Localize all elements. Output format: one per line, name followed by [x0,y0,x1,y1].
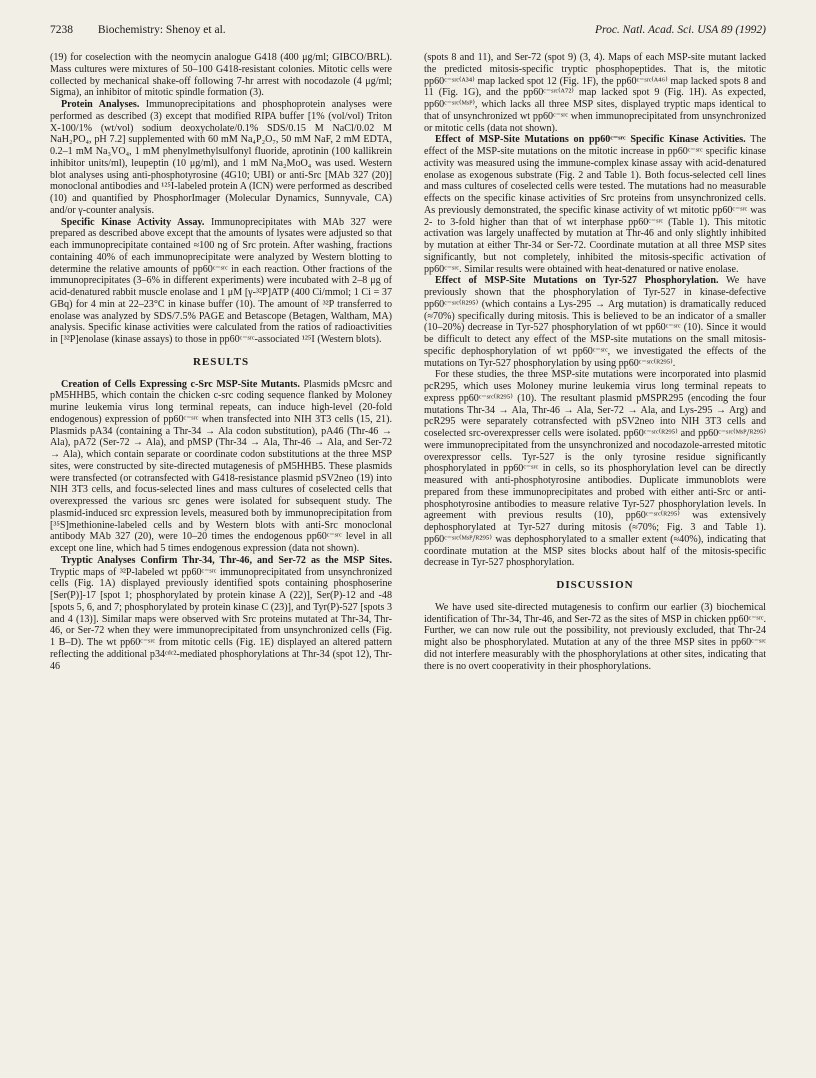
paragraph-tryptic [50,555,392,673]
run-in-heading-kinase: Specific Kinase Activity Assay. [61,216,205,228]
paragraph-body: We have previously shown that the phosphorylation of Tyr-527 in kinase-defective pp60ᶜ⁻ˢʳᶜ⁽ᴿ²⁹⁵⁾ (which contains a Lys-295 → Arg mutation) is dramatically reduced (≈70%) specifically during mitosis. This is believed to be an indicator of a smaller (10–20%) decrease in Tyr-527 phosphorylation of wt pp60ᶜ⁻ˢʳᶜ (10). Since it would be difficult to detect any effect of the MSP-site mutations on the small mitosis-specific dephosphorylation of wt pp60ᶜ⁻ˢʳᶜ, we investigated the effects of the mutations on Tyr-527 phosphorylation by using pp60ᶜ⁻ˢʳᶜ⁽ᴿ²⁹⁵⁾. [424,275,766,369]
header-section: Biochemistry: Shenoy et al. [97,24,226,36]
paragraph-discussion: We have used site-directed mutagenesis to confirm our earlier (3) biochemical identification of Thr-34, Thr-46, and Ser-72 as the sites of MSP in chicken pp60ᶜ⁻ˢʳᶜ. Further, we can now rule out the possibility, not previously excluded, that Thr-24 might also be phosphorylated. Mutation at any of the three MSP sites in pp60ᶜ⁻ˢʳᶜ did not interfere measurably with the phosphorylations at other sites, indicating that there is no overt cooperativity in their phosphorylations. [424,601,766,672]
paragraph-body: The effect of the MSP-site mutations on the mitotic increase in pp60ᶜ⁻ˢʳᶜ specific kinase activity was measured using the immune-complex kinase assay with acid-denatured enolase as exogenous substrate (Fig. 2 and Table 1). Both focus-selected cell lines and mass cultures of coselected cells were tested. The mutations had no measurable effects on the specific kinase activities of Src proteins from unsynchronized cells. As previously demonstrated, the specific kinase activity of wt mitotic pp60ᶜ⁻ˢʳᶜ was 2- to 3-fold higher than that of wt interphase pp60ᶜ⁻ˢʳᶜ (Table 1). This mitotic activation was largely unaffected by mutation at Thr-46 and only slightly inhibited by mutation at either Thr-34 or Ser-72. Coordinate mutation at all three MSP sites significantly, but not completely, inhibited the mitosis-specific activation of pp60ᶜ⁻ˢʳᶜ. Similar results were obtained with heat-denatured or native enolase. [424,134,766,275]
paragraph-effect-kinase [424,134,766,275]
run-in-heading-creation: Creation of Cells Expressing c-Src MSP-Site Mutants. [61,378,300,390]
run-in-heading-protein: Protein Analyses. [61,99,140,110]
paragraph-body: Plasmids pMcsrc and pM5HHB5, which contain the chicken c-src coding sequence flanked by Moloney murine leukemia virus long terminal repeats, can induce high-level (20-fold endogenous) expression of pp60ᶜ⁻ˢʳᶜ when transfected into NIH 3T3 cells (15, 21). Plasmids pA34 (containing a Thr-34 → Ala codon substitution), pA46 (Thr-46 → Ala), pA72 (Ser-72 → Ala), and pMSP (Thr-34 → Ala, Thr-46 → Ala, and Ser-72 → Ala), which contain separate or coordinate codon substitutions at the three MSP sites, were constructed by site-directed mutagenesis of pM5HHB5. These plasmids were transfected (or cotransfected with G418-resistance plasmid pSV2neo (19) into NIH 3T3 cells, and focus-selected lines and mass cultures of coselected cells that overexpressed the various src genes were isolated for subsequent study. The plasmid-induced src expression levels, measured both by immunoprecipitation from [³⁵S]methionine-labeled cells and by Western blots with anti-Src monoclonal antibody MAb 327 (20), were 10–20 times the endogenous pp60ᶜ⁻ˢʳᶜ level in all except one line, which had 5 times endogenous expression (data not shown). [50,378,392,554]
journal-citation: Proc. Natl. Acad. Sci. USA 89 (1992) [595,24,766,36]
paragraph-body: Immunoprecipitations and phosphoprotein analyses were performed as described (3) except that modified RIPA buffer [1% (vol/vol) Triton X-100/1% (wt/vol) sodium deoxycholate/0.1% SDS/0.15 M NaCl/0.02 M NaH₂PO₄, pH 7.2] supplemented with 60 mM Na₄P₂O₇, 50 mM NaF, 2 mM EDTA, 0.2–1 mM Na₃VO₄, 1 mM phenylmethylsulfonyl fluoride, aprotinin (100 kallikrein inhibitor units/ml), leupeptin (10 μg/ml), and 1 mM Na₂MoO₄ was used. Western blot analyses using anti-phosphotyrosine (4G10; UBI) or anti-Src [MAb 327 (20)] monoclonal antibodies and ¹²⁵I-labeled protein A (ICN) were performed as described (10) and quantified by PhosphorImager (Molecular Dynamics, Sunnyvale, CA) and/or γ-counter analysis. [50,99,392,216]
paragraph-kinase-assay [50,217,392,346]
paragraph-continued: (spots 8 and 11), and Ser-72 (spot 9) (3, 4). Maps of each MSP-site mutant lacked the predicted mitosis-specific tryptic phosphopeptides. That is, the mitotic pp60ᶜ⁻ˢʳᶜ⁽ᴬ³⁴⁾ map lacked spot 12 (Fig. 1F), the pp60ᶜ⁻ˢʳᶜ⁽ᴬ⁴⁶⁾ map lacked spots 8 and 11 (Fig. 1G), and the pp60ᶜ⁻ˢʳᶜ⁽ᴬ⁷²⁾ map lacked spot 9 (Fig. 1H). As expected, pp60ᶜ⁻ˢʳᶜ⁽ᴹˢᴾ⁾, which lacks all three MSP sites, displayed tryptic maps identical to that of unsynchronized wt pp60ᶜ⁻ˢʳᶜ when immunoprecipitated from unsynchronized or mitotic cells (data not shown). [424,52,766,134]
header-left [50,24,248,36]
page-number: 7238 [50,24,73,36]
paragraph-studies: For these studies, the three MSP-site mutations were incorporated into plasmid pcR295, which uses Moloney murine leukemia virus long terminal repeats to express pp60ᶜ⁻ˢʳᶜ⁽ᴿ²⁹⁵⁾ (10). The resultant plasmid pMSPR295 (encoding the four mutations Thr-34 → Ala, Thr-46 → Ala, Ser-72 → Ala, and Lys-295 → Arg) and pcR295 were separately cotransfected with pSV2neo into NIH 3T3 cells and coselected src-overexpresser cells were isolated. pp60ᶜ⁻ˢʳᶜ⁽ᴿ²⁹⁵⁾ and pp60ᶜ⁻ˢʳᶜ⁽ᴹˢᴾ/ᴿ²⁹⁵⁾ were immunoprecipitated from the unsynchronized and nocodazole-arrested mitotic overexpressor cells. Tyr-527 is the only tyrosine residue significantly phosphorylated in pp60ᶜ⁻ˢʳᶜ in cells, so its phosphorylation level can be directly measured with anti-phosphotyrosine antibodies. Duplicate immunoblots were prepared from these immunoprecipitates and probed with either anti-Src or anti-phosphotyrosine antibodies to measure relative Tyr-527 phosphorylation levels. In agreement with previous results (10), pp60ᶜ⁻ˢʳᶜ⁽ᴿ²⁹⁵⁾ was extensively dephosphorylated at Tyr-527 during mitosis (≈70%; Fig. 3 and Table 1). pp60ᶜ⁻ˢʳᶜ⁽ᴹˢᴾ/ᴿ²⁹⁵⁾ was dephosphorylated to a smaller extent (≈40%), indicating that coordinate mutation at the MSP sites blocks about half of the mitosis-specific decrease in Tyr-527 phosphorylation. [424,369,766,569]
paragraph-body: Tryptic maps of ³²P-labeled wt pp60ᶜ⁻ˢʳᶜ immunoprecipitated from unsynchronized cells (Fig. 1A) displayed previously identified spots containing phosphoserine [Ser(P)]-17 [spot 1; phosphorylated by protein kinase A (22)], Ser(P)-12 and -48 [spots 5, 6, and 7; phosphorylated by protein kinase C (23)], and Tyr(P)-527 [spots 3 and 4 (13)]. Similar maps were observed with Src proteins mutated at Thr-34, Thr-46, or Ser-72 when they were immunoprecipitated from unsynchronized cells (Fig. 1 B–D). The wt pp60ᶜ⁻ˢʳᶜ from mitotic cells (Fig. 1E) displayed an altered pattern reflecting the additional p34ᶜᵈᶜ²-mediated phosphorylations at Thr-34 (spot 12), Thr-46 [50,566,392,672]
paragraph-creation [50,379,392,555]
section-heading-discussion: DISCUSSION [556,579,634,591]
right-column [424,52,766,672]
paragraph-protein-analyses [50,99,392,217]
left-column [50,52,392,672]
paragraph-effect-tyr527 [424,275,766,369]
running-header [50,24,766,42]
run-in-heading-tryptic: Tryptic Analyses Confirm Thr-34, Thr-46, and Ser-72 as the MSP Sites. [61,554,392,566]
paragraph-continued: (19) for coselection with the neomycin analogue G418 (400 μg/ml; GIBCO/BRL). Mass cultures were mixtures of 50–100 G418-resistant colonies. Mitotic cells were collected by mechanical shake-off following 7-hr arrest with nocodazole (4 μg/ml; Sigma), an inhibitor of mitotic spindle formation (3). [50,52,392,99]
section-heading-results: RESULTS [192,355,250,368]
run-in-heading-effect-tyr527: Effect of MSP-Site Mutations on Tyr-527 Phosphorylation. [435,275,719,287]
paragraph-body: Immunoprecipitates with MAb 327 were prepared as described above except that the amounts of lysates were adjusted so that each immunoprecipitate contained ≈100 ng of Src protein. After washing, fractions containing 40% of each immunoprecipitate were analyzed by Western blotting to determine the relative amounts of pp60ᶜ⁻ˢʳᶜ in each reaction. Other fractions of the immunoprecipitates (3–6% in different experiments) were incubated with 2–8 μg of acid-denatured rabbit muscle enolase and 1 μM [γ-³²P]ATP (400 Ci/mmol; 1 Ci = 37 GBq) for 4 min at 22–23°C in kinase buffer (10). The amount of ³²P transferred to enolase was analyzed by SDS/7.5% PAGE and Betascope (Betagen, Waltham, MA) analysis. Specific kinase activities were calculated from the ratios of radioactivities in [³²P]enolase (kinase assays) to those in pp60ᶜ⁻ˢʳᶜ-associated ¹²⁵I (Western blots). [50,216,393,345]
run-in-heading-effect-kinase: Effect of MSP-Site Mutations on pp60ᶜ⁻ˢʳᶜ Specific Kinase Activities. [435,134,746,146]
